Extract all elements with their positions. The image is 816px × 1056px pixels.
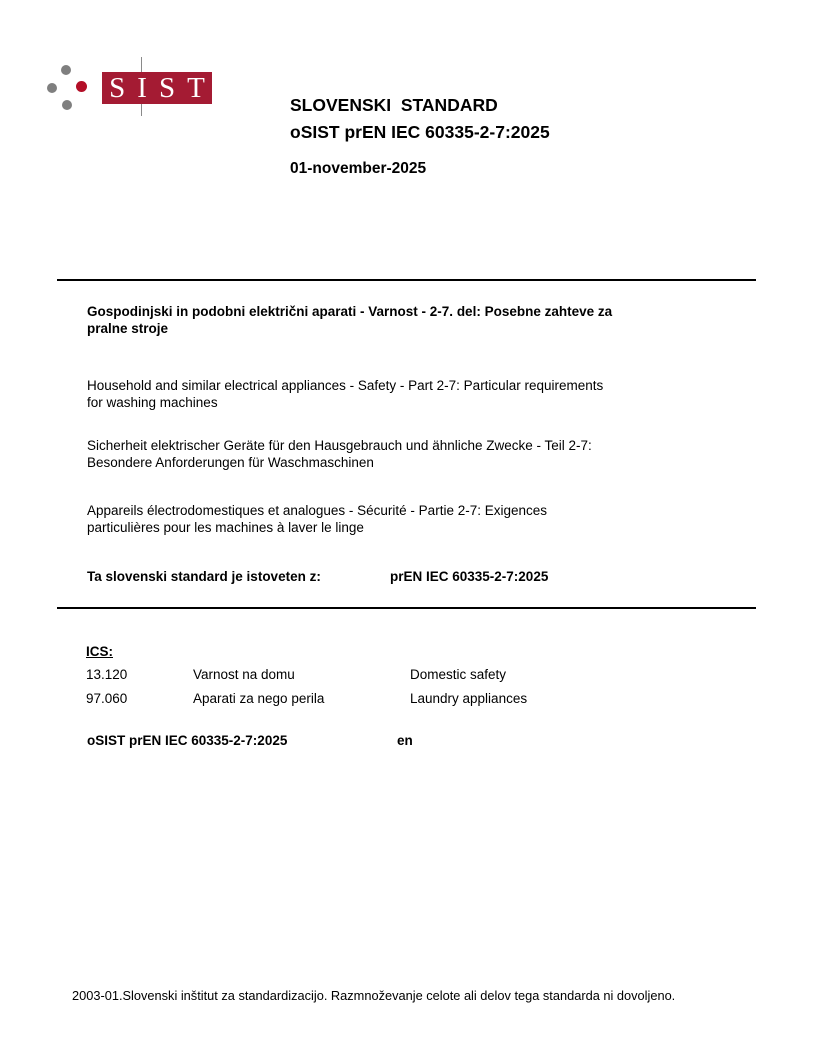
- reference-language: en: [397, 733, 413, 748]
- title-english-line1: Household and similar electrical appliances - Safety - Part 2-7: Particular requirements: [87, 378, 604, 393]
- reference-id: oSIST prEN IEC 60335-2-7:2025: [87, 733, 288, 748]
- copyright-notice: 2003-01.Slovenski inštitut za standardizacijo. Razmnoževanje celote ali delov tega standarda ni dovoljeno.: [72, 988, 676, 1003]
- title-english-line2: for washing machines: [87, 395, 218, 410]
- ics-name-english: Domestic safety: [410, 667, 507, 682]
- sist-logo-letters: SIST: [109, 72, 217, 104]
- ics-code: 97.060: [86, 691, 128, 706]
- title-english: [87, 377, 603, 411]
- horizontal-rule-bottom: [57, 607, 756, 609]
- ics-table-row: [86, 667, 746, 682]
- title-french-line1: Appareils électrodomestiques et analogues - Sécurité - Partie 2-7: Exigences: [87, 503, 547, 518]
- ics-name-slovenian: Aparati za nego perila: [193, 691, 325, 706]
- title-slovenian-line2: pralne stroje: [87, 321, 169, 336]
- title-german: [87, 437, 592, 471]
- title-slovenian: [87, 303, 612, 337]
- horizontal-rule-top: [57, 279, 756, 281]
- equivalence-value: prEN IEC 60335-2-7:2025: [390, 569, 549, 584]
- publication-date: 01-november-2025: [290, 160, 427, 177]
- ics-heading: ICS:: [86, 644, 113, 659]
- logo-dot-gray-bottom-icon: [62, 100, 72, 110]
- logo-dot-gray-top-icon: [61, 65, 71, 75]
- sist-logo-box: [102, 72, 217, 104]
- reference-row: [0, 733, 816, 750]
- title-french-line2: particulières pour les machines à laver le linge: [87, 520, 364, 535]
- title-german-line2: Besondere Anforderungen für Waschmaschinen: [87, 455, 374, 470]
- logo-dot-red-icon: [76, 81, 87, 92]
- title-french: [87, 502, 547, 536]
- ics-name-slovenian: Varnost na domu: [193, 667, 295, 682]
- ics-table-row: [86, 691, 746, 706]
- title-german-line1: Sicherheit elektrischer Geräte für den Hausgebrauch und ähnliche Zwecke - Teil 2-7:: [87, 438, 592, 453]
- standard-designation: oSIST prEN IEC 60335-2-7:2025: [290, 122, 550, 142]
- ics-code: 13.120: [86, 667, 128, 682]
- document-kind-title: SLOVENSKI STANDARD: [290, 95, 498, 115]
- ics-name-english: Laundry appliances: [410, 691, 528, 706]
- equivalence-label: Ta slovenski standard je istoveten z:: [87, 569, 321, 584]
- equivalence-row: [0, 569, 816, 586]
- logo-dot-gray-left-icon: [47, 83, 57, 93]
- title-slovenian-line1: Gospodinjski in podobni električni aparati - Varnost - 2-7. del: Posebne zahteve za: [87, 304, 613, 319]
